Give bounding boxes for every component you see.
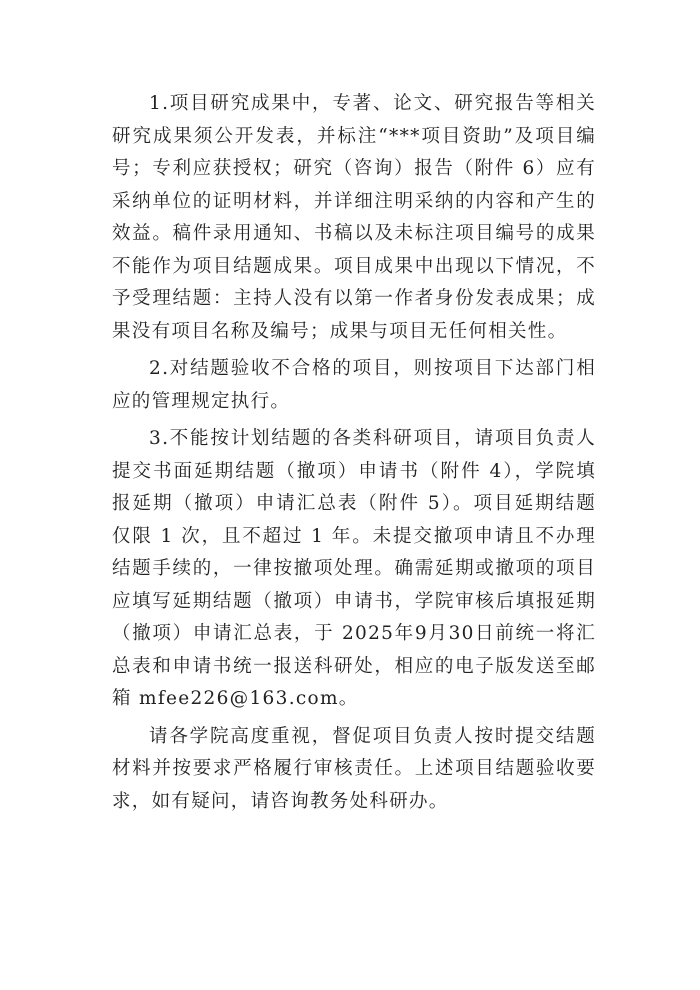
paragraph-unqualified-projects: 2.对结题验收不合格的项目，则按项目下达部门相应的管理规定执行。	[112, 358, 596, 412]
document-body	[112, 88, 596, 823]
paragraph-research-outcomes: 1.项目研究成果中，专著、论文、研究报告等相关研究成果须公开发表，并标注“***项目资助”及项目编号；专利应获授权；研究（咨询）报告（附件 6）应有采纳单位的证明材料，并详细注明采纳的内容和产生的效益。稿件录用通知、书稿以及未标注项目编号的成果不能作为项目结题成果。项目成果中出现以下情况，不予受理结题：主持人没有以第一作者身份发表成果；成果没有项目名称及编号；成果与项目无任何相关性。	[112, 93, 596, 342]
paragraph-closing-request: 请各学院高度重视，督促项目负责人按时提交结题材料并按要求严格履行审核责任。上述项目结题验收要求，如有疑问，请咨询教务处科研办。	[112, 725, 596, 812]
paragraph-extension-withdrawal: 3.不能按计划结题的各类科研项目，请项目负责人提交书面延期结题（撤项）申请书（附件 4），学院填报延期（撤项）申请汇总表（附件 5）。项目延期结题仅限 1 次，且不超过 1 年。未提交撤项申请且不办理结题手续的，一律按撤项处理。确需延期或撤项的项目应填写延期结题（撤项）申请书，学院审核后填报延期（撤项）申请汇总表，于 2025年9月30日前统一将汇总表和申请书统一报送科研处，相应的电子版发送至邮箱 mfee226@163.com。	[112, 428, 596, 709]
